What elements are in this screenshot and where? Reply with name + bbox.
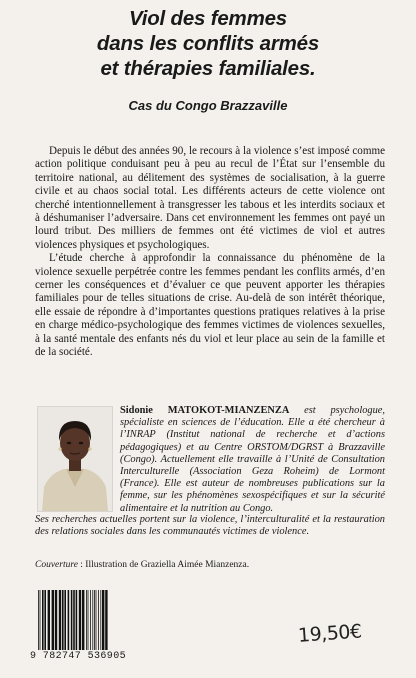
barcode-bar [82, 590, 84, 650]
barcode-bar [92, 590, 93, 650]
author-photo [37, 406, 113, 512]
handwritten-price: 19,50€ [297, 620, 363, 647]
author-bio [120, 405, 385, 515]
title-line-3: et thérapies familiales. [100, 57, 316, 80]
barcode-bar [38, 590, 39, 650]
book-summary [35, 145, 385, 360]
cover-credit-text: : Illustration de Graziella Aimée Mianzenza. [77, 560, 250, 570]
barcode-bar [96, 590, 97, 650]
summary-paragraph-1: Depuis le début des années 90, le recours à la violence s’est imposé comme action politique conduisant peu à peu au recul de l’État sur l’ensemble du territoire national, au délitement des systèmes de socialisation, à la guerre civile et au chaos social total. Les différents acteurs de cette violence ont cherché intentionnellement à transgresser les tabous et les interdits sociaux et à déshumaniser l’adversaire. Dans cet environnement les femmes ont payé un lourd tribut. Des milliers de femmes ont été victimes de viol et autres violences physiques et psychologiques. [35, 145, 385, 251]
title-line-2: dans les conflits armés [96, 32, 320, 55]
barcode-bar [76, 590, 78, 650]
barcode-bar [40, 590, 41, 650]
barcode-bar [88, 590, 89, 650]
cover-credit-label: Couverture [35, 560, 78, 570]
barcode-bar [79, 590, 81, 650]
book-title [40, 6, 376, 81]
summary-paragraph-2: L’étude cherche à approfondir la connaissance du phénomène de la violence sexuelle perpétrée contre les femmes pendant les conflits armés, d’en cerner les conséquences et d’évaluer ce que peuvent apporter les thérapies familiales pour de telles situations de crise. Au-delà de son intérêt théorique, elle essaie de répondre à d’importantes questions pratiques relatives à la prise en charge médico-psychologique des femmes victimes de violences sexuelles, à la santé mentale des enfants nés du viol et leur place au sein de la famille et de la société. [35, 252, 385, 359]
barcode-bar [59, 590, 61, 650]
author-bio-text: est psychologue, spécialiste en sciences de l’éducation. Elle a été chercheur à l’INRAP (Institut national de recherche et d’actions pédagogiques) et au Centre ORSTOM/DGRST à Brazzaville (Congo). Actuellement elle travaille à l’Unité de Consultation Interculturelle (Association Geza Roheim) de Lormont (France). Elle est auteur de nombreuses publications sur la femme, sur les phénomènes sexospécifiques et sur la sécurité alimentaire et la nutrition au Congo. [120, 405, 386, 514]
barcode-bar [55, 590, 57, 650]
isbn-number: 9 782747 536905 [30, 651, 127, 662]
barcode-bar [68, 590, 70, 650]
barcode-bar [62, 590, 64, 650]
barcode-bar [64, 590, 66, 650]
barcode-bar [102, 590, 104, 650]
author-research: Ses recherches actuelles portent sur la violence, l’interculturalité et la restauration des relations sociales dans les communautés victimes de violence. [35, 514, 385, 538]
isbn-barcode [36, 590, 140, 650]
barcode-bar [98, 590, 99, 650]
book-subtitle: Cas du Congo Brazzaville [128, 98, 288, 113]
barcode-bar [44, 590, 46, 650]
barcode-bar [48, 590, 50, 650]
barcode-bar [71, 590, 73, 650]
barcode-bar [73, 590, 75, 650]
author-portrait-image [38, 407, 112, 511]
barcode-bar [52, 590, 54, 650]
cover-credit [35, 560, 385, 570]
barcode-bar [42, 590, 44, 650]
barcode-bar [86, 590, 87, 650]
barcode-bar [94, 590, 95, 650]
author-name: Sidonie MATOKOT-MIANZENZA [120, 405, 290, 416]
title-line-1: Viol des femmes [128, 7, 288, 30]
barcode-bar [90, 590, 91, 650]
barcode-bar [105, 590, 107, 650]
barcode-bar [100, 590, 101, 650]
